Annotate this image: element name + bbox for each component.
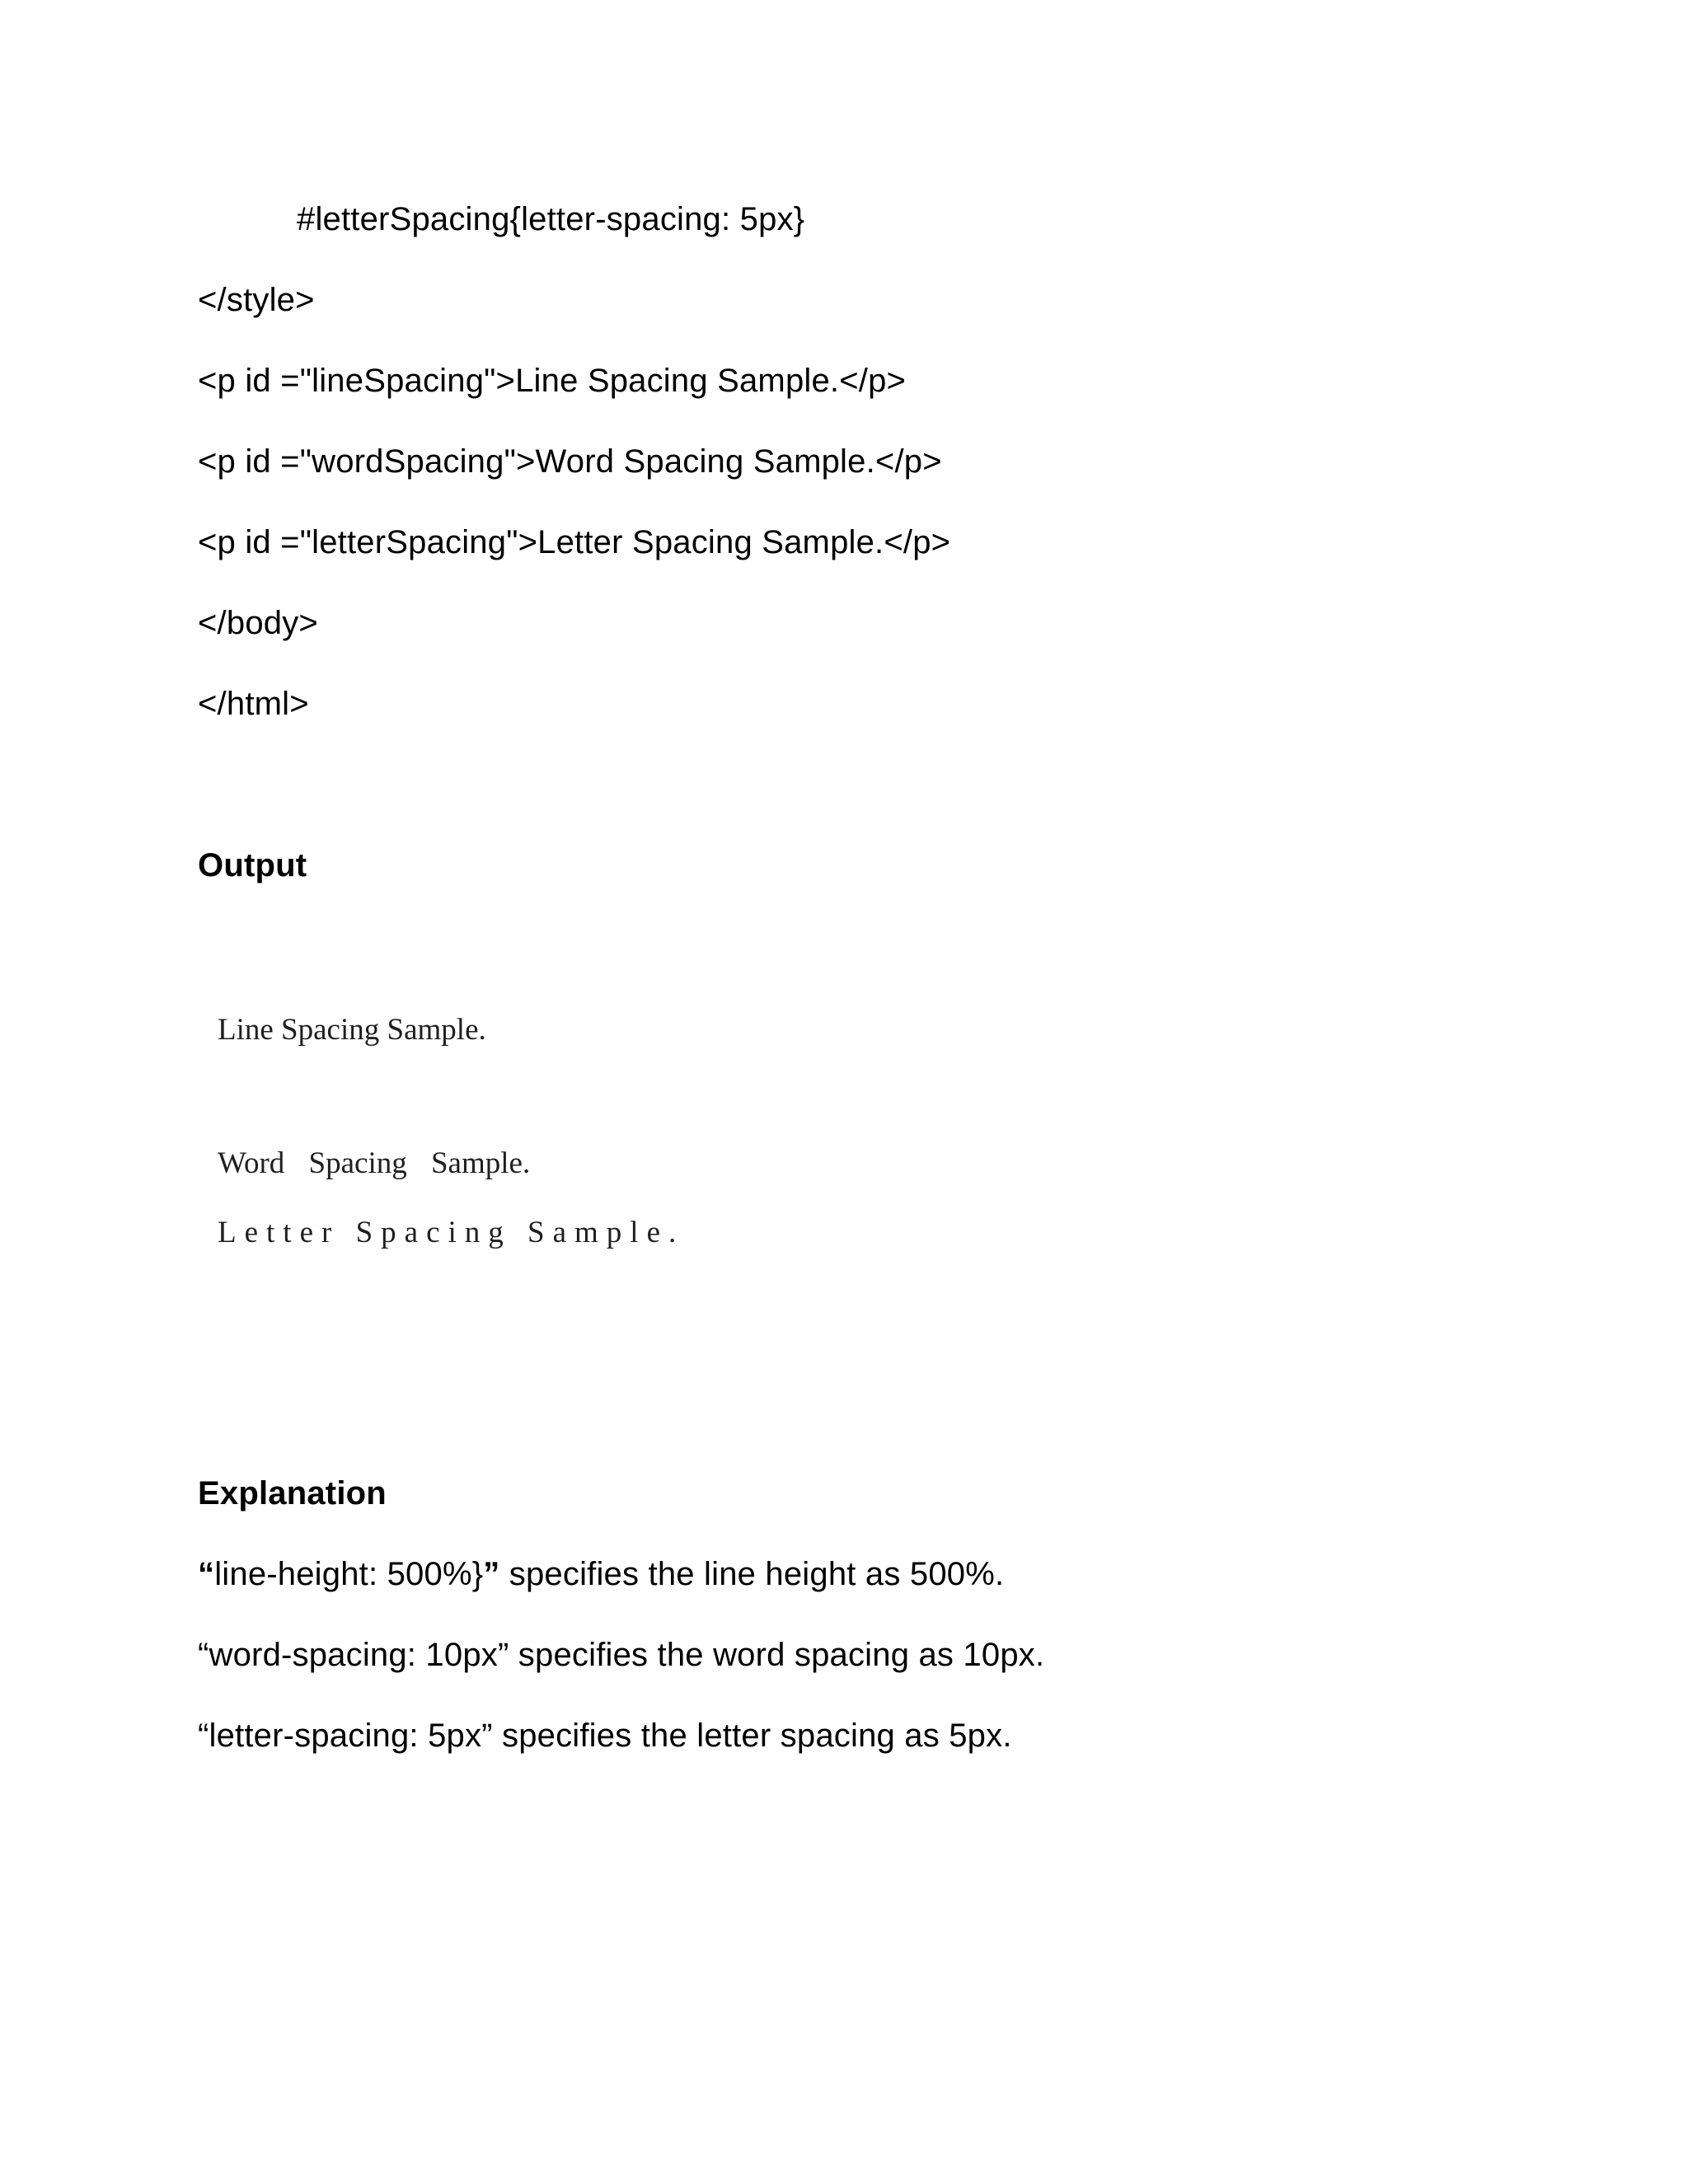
code-line-letter-spacing-rule: #letterSpacing{letter-spacing: 5px} — [297, 201, 805, 237]
close-quote: ” — [483, 1556, 500, 1592]
output-word-spacing-sample: Word Spacing Sample. — [218, 1146, 531, 1180]
explanation-letter-spacing: “letter-spacing: 5px” specifies the letter spacing as 5px. — [198, 1718, 1012, 1754]
explanation-heading: Explanation — [198, 1475, 387, 1511]
code-line-line-spacing-p: <p id ="lineSpacing">Line Spacing Sample.</p> — [198, 363, 907, 399]
open-quote: “ — [198, 1556, 215, 1592]
line-height-description: specifies the line height as 500%. — [499, 1556, 1005, 1592]
explanation-line-height — [198, 1554, 1004, 1594]
output-line-spacing-sample: Line Spacing Sample. — [218, 1013, 486, 1047]
code-line-html-close: </html> — [198, 686, 309, 722]
code-line-body-close: </body> — [198, 605, 318, 641]
code-line-letter-spacing-p: <p id ="letterSpacing">Letter Spacing Sample.</p> — [198, 524, 951, 560]
output-letter-spacing-sample: Letter Spacing Sample. — [218, 1216, 685, 1249]
explanation-word-spacing: “word-spacing: 10px” specifies the word spacing as 10px. — [198, 1637, 1045, 1673]
code-line-style-close: </style> — [198, 282, 315, 318]
code-line-word-spacing-p: <p id ="wordSpacing">Word Spacing Sample.</p> — [198, 443, 942, 480]
line-height-code: line-height: 500%} — [214, 1556, 484, 1592]
output-heading: Output — [198, 847, 307, 883]
